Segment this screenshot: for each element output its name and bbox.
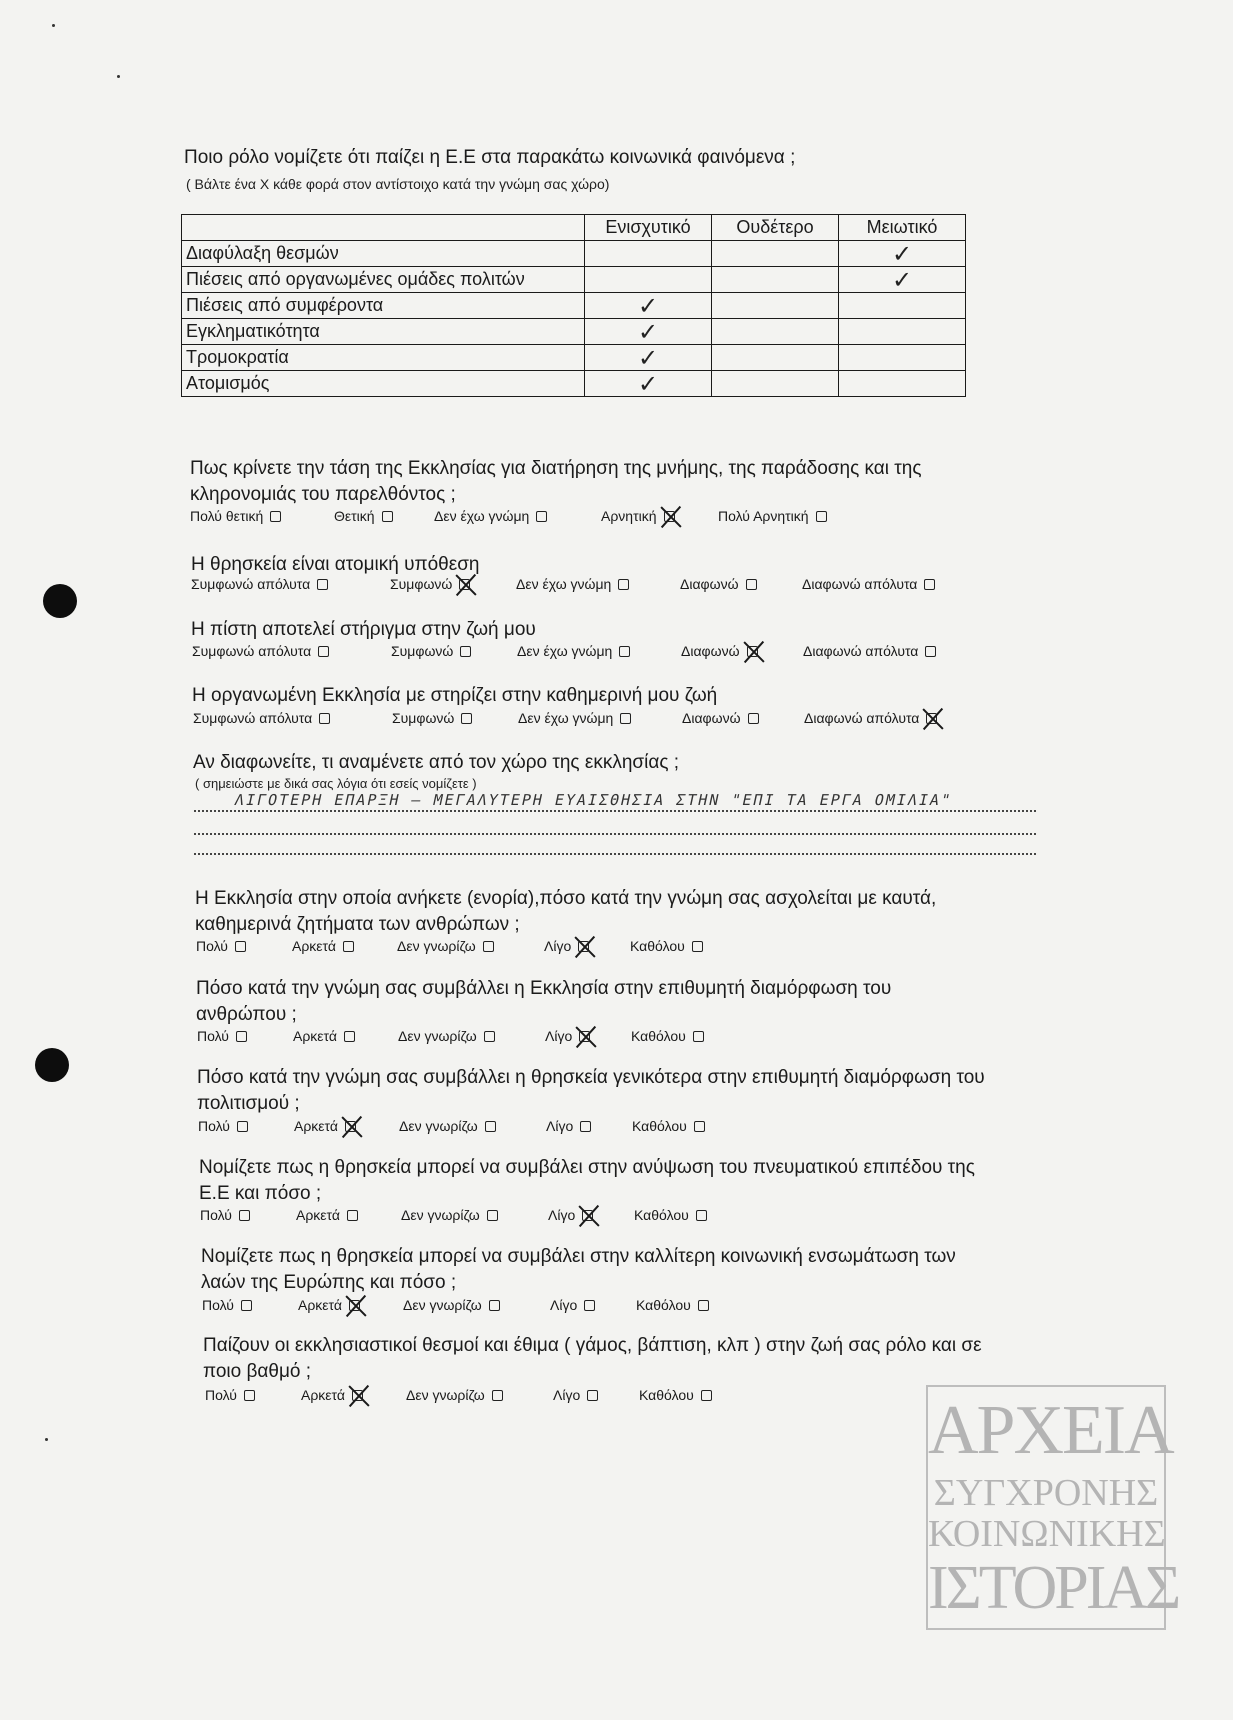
question-title-line: πολιτισμού ; — [197, 1093, 300, 1114]
checkbox-checked[interactable] — [926, 713, 937, 724]
checkbox[interactable] — [319, 713, 330, 724]
question-spiritual-level — [199, 1155, 975, 1207]
scan-speck — [52, 24, 55, 27]
answer-line[interactable] — [194, 833, 1036, 835]
option-label: Λίγο — [550, 1297, 578, 1313]
option-den-gnorizo[interactable] — [403, 1297, 500, 1313]
checkbox[interactable] — [244, 1390, 255, 1401]
option-diafono-apolyta[interactable] — [802, 576, 935, 592]
checkbox[interactable] — [460, 646, 471, 657]
option-symfono-apolyta[interactable] — [193, 710, 330, 726]
option-label: Δεν γνωρίζω — [406, 1387, 485, 1403]
option-label: Λίγο — [544, 938, 572, 954]
option-diafono-apolyta[interactable] — [803, 643, 936, 659]
option-label: Πολύ — [197, 1028, 229, 1044]
table-row — [182, 293, 966, 319]
checkbox[interactable] — [701, 1390, 712, 1401]
checkmark-icon: ✓ — [891, 239, 913, 268]
question-title-line: λαών της Ευρώπης και πόσο ; — [201, 1272, 457, 1293]
option-poly[interactable] — [205, 1387, 255, 1403]
option-label: Συμφωνώ απόλυτα — [191, 576, 311, 592]
cell-oudetero[interactable] — [712, 267, 839, 293]
checkbox[interactable] — [484, 1031, 495, 1042]
option-label: Δεν έχω γνώμη — [517, 643, 613, 659]
option-ligo[interactable] — [544, 938, 589, 954]
option-poly[interactable] — [196, 938, 246, 954]
stamp-line-2: ΣΥΓΧΡΟΝΗΣ — [933, 1472, 1159, 1514]
option-arketa[interactable] — [294, 1118, 356, 1134]
question-title-line: Πως κρίνετε την τάση της Εκκλησίας για διατήρηση της μνήμης, της παράδοσης και της — [190, 458, 922, 479]
option-symfono[interactable] — [391, 643, 471, 659]
cell-enisxytiko[interactable] — [585, 345, 712, 371]
option-label: Καθόλου — [631, 1028, 686, 1044]
option-label: Καθόλου — [630, 938, 685, 954]
option-ligo[interactable] — [553, 1387, 598, 1403]
punch-hole — [35, 1048, 69, 1082]
checkbox-checked[interactable] — [578, 941, 589, 952]
option-label: Αρκετά — [301, 1387, 345, 1403]
option-label: Αρνητική — [601, 508, 657, 524]
punch-hole — [43, 584, 77, 618]
cell-enisxytiko[interactable] — [585, 293, 712, 319]
option-ligo[interactable] — [550, 1297, 595, 1313]
question-individual-matter: Η θρησκεία είναι ατομική υπόθεση — [191, 554, 480, 575]
checkbox[interactable] — [924, 579, 935, 590]
option-label: Καθόλου — [636, 1297, 691, 1313]
open-question-instruction: ( σημειώστε με δικά σας λόγια ότι εσείς νομίζετε ) — [195, 776, 477, 791]
option-label: Δεν έχω γνώμη — [516, 576, 612, 592]
option-ligo[interactable] — [548, 1207, 593, 1223]
option-den-exo-gnomi[interactable] — [518, 710, 631, 726]
option-label: Διαφωνώ απόλυτα — [803, 643, 919, 659]
option-label: Καθόλου — [634, 1207, 689, 1223]
table-corner-cell — [182, 215, 585, 241]
checkbox[interactable] — [461, 713, 472, 724]
option-den-exo-gnomi[interactable] — [517, 643, 630, 659]
question-institutions — [203, 1333, 982, 1385]
cell-enisxytiko[interactable] — [585, 371, 712, 397]
checkbox-checked[interactable] — [459, 579, 470, 590]
table-row — [182, 345, 966, 371]
question-title-line: Πόσο κατά την γνώμη σας συμβάλλει η θρησκεία γενικότερα στην επιθυμητή διαμόρφωση του — [197, 1067, 985, 1088]
checkbox[interactable] — [489, 1300, 500, 1311]
checkbox[interactable] — [925, 646, 936, 657]
option-arketa[interactable] — [296, 1207, 358, 1223]
option-katholou[interactable] — [636, 1297, 709, 1313]
option-arketa[interactable] — [292, 938, 354, 954]
checkbox-checked[interactable] — [352, 1390, 363, 1401]
option-diafono[interactable] — [680, 576, 757, 592]
option-label: Λίγο — [553, 1387, 581, 1403]
table-row — [182, 371, 966, 397]
checkbox[interactable] — [485, 1121, 496, 1132]
checkbox-checked[interactable] — [579, 1031, 590, 1042]
checkbox[interactable] — [618, 579, 629, 590]
option-label: Καθόλου — [639, 1387, 694, 1403]
cell-oudetero[interactable] — [712, 293, 839, 319]
option-label: Λίγο — [548, 1207, 576, 1223]
option-katholou[interactable] — [634, 1207, 707, 1223]
option-label: Συμφωνώ απόλυτα — [192, 643, 312, 659]
archive-stamp — [926, 1385, 1179, 1630]
option-label: Καθόλου — [632, 1118, 687, 1134]
option-poly-arnitiki[interactable] — [718, 508, 827, 524]
cell-enisxytiko[interactable] — [585, 267, 712, 293]
option-label: Πολύ Αρνητική — [718, 508, 809, 524]
question-title-line: κληρονομιάς του παρελθόντος ; — [190, 484, 456, 505]
option-label: Δεν γνωρίζω — [398, 1028, 477, 1044]
option-symfono[interactable] — [390, 576, 470, 592]
question-title-line: Πόσο κατά την γνώμη σας συμβάλλει η Εκκλησία στην επιθυμητή διαμόρφωση του — [196, 978, 892, 999]
option-label: Πολύ — [200, 1207, 232, 1223]
option-label: Λίγο — [546, 1118, 574, 1134]
handwritten-answer: ΛΙΓΟΤΕΡΗ ΕΠΑΡΞΗ — ΜΕΓΑΛΥΤΕΡΗ ΕΥΑΙΣΘΗΣΙΑ ΣΤΗΝ "ΕΠΙ ΤΑ ΕΡΓΑ ΟΜΙΛΙΑ" — [233, 791, 954, 809]
option-poly[interactable] — [200, 1207, 250, 1223]
question-title-line: Νομίζετε πως η θρησκεία μπορεί να συμβάλει στην καλλίτερη κοινωνική ενσωμάτωση των — [201, 1246, 956, 1267]
question-social-integration — [201, 1244, 956, 1296]
cell-meiotiko[interactable] — [839, 293, 966, 319]
checkbox[interactable] — [347, 1210, 358, 1221]
table-header-row — [182, 215, 966, 241]
table-row — [182, 267, 966, 293]
cell-oudetero[interactable] — [712, 345, 839, 371]
option-label: Δεν έχω γνώμη — [434, 508, 530, 524]
question-title-line: Η Εκκλησία στην οποία ανήκετε (ενορία),πόσο κατά την γνώμη σας ασχολείται με καυτά, — [195, 888, 937, 909]
stamp-line-4: ΙΣΤΟΡΙΑΣ — [928, 1554, 1179, 1622]
option-label: Αρκετά — [296, 1207, 340, 1223]
checkbox[interactable] — [487, 1210, 498, 1221]
option-arnitiki[interactable] — [601, 508, 675, 524]
option-thetiki[interactable] — [334, 508, 393, 524]
row-label: Πιέσεις από συμφέροντα — [182, 293, 585, 319]
option-label: Δεν γνωρίζω — [401, 1207, 480, 1223]
checkbox[interactable] — [317, 579, 328, 590]
cell-enisxytiko[interactable] — [585, 319, 712, 345]
option-katholou[interactable] — [630, 938, 703, 954]
checkbox[interactable] — [584, 1300, 595, 1311]
checkbox[interactable] — [619, 646, 630, 657]
question-human-formation — [196, 976, 891, 1028]
option-ligo[interactable] — [545, 1028, 590, 1044]
question-title-line: ανθρώπου ; — [196, 1004, 297, 1025]
option-label: Αρκετά — [294, 1118, 338, 1134]
table-row — [182, 319, 966, 345]
option-label: Συμφωνώ — [390, 576, 453, 592]
option-poly[interactable] — [197, 1028, 247, 1044]
option-katholou[interactable] — [639, 1387, 712, 1403]
checkmark-icon: ✓ — [637, 369, 659, 398]
checkbox[interactable] — [698, 1300, 709, 1311]
checkbox[interactable] — [492, 1390, 503, 1401]
checkbox-checked[interactable] — [349, 1300, 360, 1311]
answer-line[interactable] — [194, 853, 1036, 855]
option-diafono-apolyta[interactable] — [804, 710, 937, 726]
option-label: Αρκετά — [293, 1028, 337, 1044]
row-label: Εγκληματικότητα — [182, 319, 585, 345]
option-label: Δεν έχω γνώμη — [518, 710, 614, 726]
stamp-line-3: ΚΟΙΝΩΝΙΚΗΣ — [928, 1513, 1166, 1555]
option-label: Διαφωνώ απόλυτα — [804, 710, 920, 726]
option-label: Συμφωνώ — [392, 710, 455, 726]
answer-line[interactable] — [194, 810, 1036, 812]
option-poly[interactable] — [198, 1118, 248, 1134]
checkbox[interactable] — [382, 511, 393, 522]
question-faith-support: Η πίστη αποτελεί στήριγμα στην ζωή μου — [191, 619, 536, 640]
checkbox-checked[interactable] — [747, 646, 758, 657]
cell-meiotiko[interactable] — [839, 267, 966, 293]
checkmark-icon: ✓ — [637, 291, 659, 320]
question-everyday-issues — [195, 886, 936, 938]
cell-meiotiko[interactable] — [839, 241, 966, 267]
option-label: Διαφωνώ — [682, 710, 741, 726]
question-church-support: Η οργανωμένη Εκκλησία με στηρίζει στην καθημερινή μου ζωή — [192, 685, 718, 706]
cell-meiotiko[interactable] — [839, 319, 966, 345]
option-label: Συμφωνώ — [391, 643, 454, 659]
option-arketa[interactable] — [301, 1387, 363, 1403]
checkbox[interactable] — [694, 1121, 705, 1132]
question-title-line: ποιο βαθμό ; — [203, 1361, 312, 1382]
option-ligo[interactable] — [546, 1118, 591, 1134]
option-label: Λίγο — [545, 1028, 573, 1044]
checkbox[interactable] — [318, 646, 329, 657]
cell-oudetero[interactable] — [712, 241, 839, 267]
row-label: Διαφύλαξη θεσμών — [182, 241, 585, 267]
checkbox[interactable] — [692, 941, 703, 952]
checkbox-checked[interactable] — [345, 1121, 356, 1132]
option-label: Δεν γνωρίζω — [403, 1297, 482, 1313]
checkbox-checked[interactable] — [582, 1210, 593, 1221]
option-diafono[interactable] — [682, 710, 759, 726]
header-oudetero: Ουδέτερο — [712, 215, 839, 241]
option-den-gnorizo[interactable] — [406, 1387, 503, 1403]
checkbox[interactable] — [270, 511, 281, 522]
option-arketa[interactable] — [298, 1297, 360, 1313]
option-poly-thetiki[interactable] — [190, 508, 281, 524]
question-title-line: καθημερινά ζητήματα των ανθρώπων ; — [195, 914, 520, 935]
cell-oudetero[interactable] — [712, 319, 839, 345]
option-den-exo-gnomi[interactable] — [434, 508, 547, 524]
checkbox[interactable] — [587, 1390, 598, 1401]
checkbox[interactable] — [536, 511, 547, 522]
checkbox[interactable] — [748, 713, 759, 724]
option-symfono[interactable] — [392, 710, 472, 726]
checkbox[interactable] — [235, 941, 246, 952]
option-label: Πολύ — [196, 938, 228, 954]
stamp-line-1: ΑΡΧΕΙΑ — [928, 1392, 1173, 1469]
option-label: Δεν γνωρίζω — [397, 938, 476, 954]
option-katholou[interactable] — [632, 1118, 705, 1134]
checkbox[interactable] — [580, 1121, 591, 1132]
option-label: Διαφωνώ — [681, 643, 740, 659]
row-label: Τρομοκρατία — [182, 345, 585, 371]
question-title-line: Ε.Ε και πόσο ; — [199, 1183, 322, 1204]
row-label: Ατομισμός — [182, 371, 585, 397]
cell-meiotiko[interactable] — [839, 345, 966, 371]
option-den-exo-gnomi[interactable] — [516, 576, 629, 592]
question-tradition — [190, 456, 922, 508]
cell-enisxytiko[interactable] — [585, 241, 712, 267]
option-den-gnorizo[interactable] — [401, 1207, 498, 1223]
checkbox[interactable] — [696, 1210, 707, 1221]
option-symfono-apolyta[interactable] — [192, 643, 329, 659]
option-diafono[interactable] — [681, 643, 758, 659]
checkbox[interactable] — [237, 1121, 248, 1132]
checkmark-icon: ✓ — [891, 265, 913, 294]
option-symfono-apolyta[interactable] — [191, 576, 328, 592]
option-poly[interactable] — [202, 1297, 252, 1313]
header-meiotiko: Μειωτικό — [839, 215, 966, 241]
option-label: Αρκετά — [298, 1297, 342, 1313]
option-den-gnorizo[interactable] — [399, 1118, 496, 1134]
option-label: Συμφωνώ απόλυτα — [193, 710, 313, 726]
checkbox[interactable] — [483, 941, 494, 952]
question-title-line: Παίζουν οι εκκλησιαστικοί θεσμοί και έθιμα ( γάμος, βάπτιση, κλπ ) στην ζωή σας ρόλο και σε — [203, 1335, 982, 1356]
row-label: Πιέσεις από οργανωμένες ομάδες πολιτών — [182, 267, 585, 293]
option-label: Θετική — [334, 508, 375, 524]
scan-speck — [117, 75, 120, 78]
q1-table — [181, 214, 966, 397]
scan-speck — [45, 1438, 48, 1441]
option-label: Διαφωνώ απόλυτα — [802, 576, 918, 592]
checkbox[interactable] — [343, 941, 354, 952]
cell-oudetero[interactable] — [712, 371, 839, 397]
checkbox[interactable] — [620, 713, 631, 724]
checkbox[interactable] — [693, 1031, 704, 1042]
question-title-line: Νομίζετε πως η θρησκεία μπορεί να συμβάλει στην ανύψωση του πνευματικού επιπέδου της — [199, 1157, 975, 1178]
checkbox[interactable] — [236, 1031, 247, 1042]
checkbox[interactable] — [241, 1300, 252, 1311]
table-row — [182, 241, 966, 267]
checkbox[interactable] — [344, 1031, 355, 1042]
open-question-title: Αν διαφωνείτε, τι αναμένετε από τον χώρο της εκκλησίας ; — [193, 752, 680, 773]
checkmark-icon: ✓ — [637, 317, 659, 346]
option-label: Αρκετά — [292, 938, 336, 954]
q1-instruction: ( Βάλτε ένα Χ κάθε φορά στον αντίστοιχο κατά την γνώμη σας χώρο) — [186, 176, 610, 192]
option-label: Πολύ — [198, 1118, 230, 1134]
checkbox[interactable] — [816, 511, 827, 522]
option-den-gnorizo[interactable] — [398, 1028, 495, 1044]
option-den-gnorizo[interactable] — [397, 938, 494, 954]
header-enisxytiko: Ενισχυτικό — [585, 215, 712, 241]
checkbox[interactable] — [239, 1210, 250, 1221]
option-label: Πολύ — [205, 1387, 237, 1403]
cell-meiotiko[interactable] — [839, 371, 966, 397]
checkbox-checked[interactable] — [664, 511, 675, 522]
question-civilisation — [197, 1065, 985, 1117]
q1-title: Ποιο ρόλο νομίζετε ότι παίζει η Ε.Ε στα παρακάτω κοινωνικά φαινόμενα ; — [184, 147, 796, 168]
option-katholou[interactable] — [631, 1028, 704, 1044]
option-label: Δεν γνωρίζω — [399, 1118, 478, 1134]
option-arketa[interactable] — [293, 1028, 355, 1044]
option-label: Πολύ — [202, 1297, 234, 1313]
checkmark-icon: ✓ — [637, 343, 659, 372]
checkbox[interactable] — [746, 579, 757, 590]
option-label: Διαφωνώ — [680, 576, 739, 592]
option-label: Πολύ θετική — [190, 508, 264, 524]
